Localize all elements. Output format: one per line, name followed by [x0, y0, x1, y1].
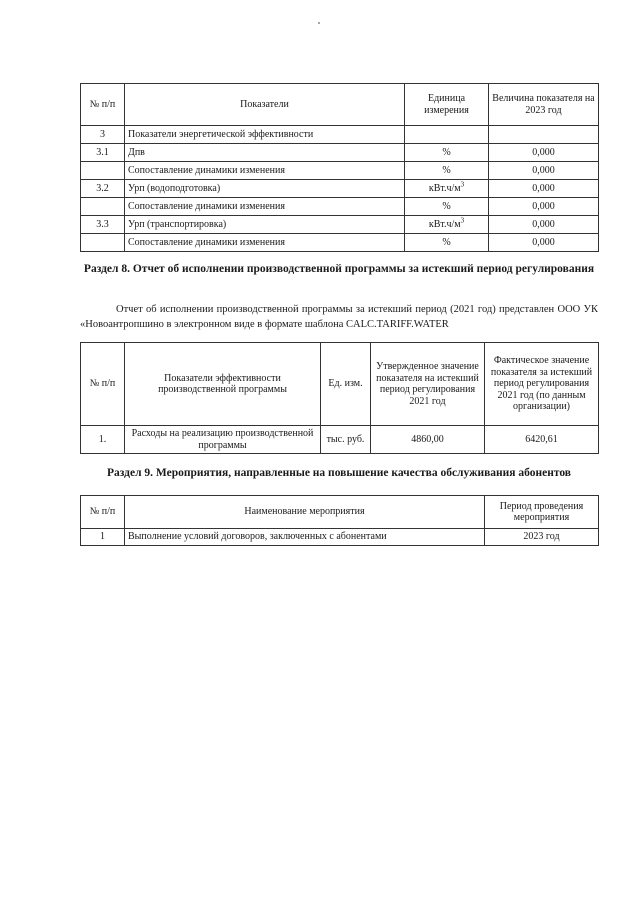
- row-approved: 4860,00: [371, 426, 485, 454]
- table-row: [81, 144, 599, 162]
- row-indicator: Расходы на реализацию производственной программы: [125, 426, 321, 454]
- row-unit: %: [405, 234, 489, 252]
- row-num: [81, 198, 125, 216]
- header-indicator: Показатели: [125, 84, 405, 126]
- row-value: 0,000: [489, 162, 599, 180]
- header-period: Период проведения мероприятия: [485, 496, 599, 529]
- table-row: [81, 126, 599, 144]
- row-num: 3.2: [81, 180, 125, 198]
- service-measures-table: [80, 495, 599, 546]
- row-num: 3: [81, 126, 125, 144]
- table-row: [81, 426, 599, 454]
- row-unit: $кВт.ч/м^3$: [405, 216, 489, 234]
- row-value: 0,000: [489, 144, 599, 162]
- row-value: 0,000: [489, 180, 599, 198]
- row-num: 3.1: [81, 144, 125, 162]
- row-num: [81, 234, 125, 252]
- row-unit: $кВт.ч/м^3$: [405, 180, 489, 198]
- row-unit: тыс. руб.: [321, 426, 371, 454]
- header-unit: Ед. изм.: [321, 343, 371, 426]
- table-row: [81, 198, 599, 216]
- row-unit: %: [405, 144, 489, 162]
- header-num: № п/п: [81, 343, 125, 426]
- row-indicator: Урп (водоподготовка): [125, 180, 405, 198]
- row-indicator: Сопоставление динамики изменения: [125, 198, 405, 216]
- row-indicator: Сопоставление динамики изменения: [125, 162, 405, 180]
- row-num: 3.3: [81, 216, 125, 234]
- row-unit: %: [405, 162, 489, 180]
- row-unit: [405, 126, 489, 144]
- header-num: № п/п: [81, 496, 125, 529]
- header-indicators: Показатели эффективности производственной программы: [125, 343, 321, 426]
- section8-title: Раздел 8. Отчет об исполнении производственной программы за истекший период регулирования: [83, 263, 595, 275]
- row-indicator: Урп (транспортировка): [125, 216, 405, 234]
- table-header-row: [81, 84, 599, 126]
- table-row: [81, 216, 599, 234]
- header-num: № п/п: [81, 84, 125, 126]
- table-row: [81, 180, 599, 198]
- row-unit: %: [405, 198, 489, 216]
- header-value: Величина показателя на 2023 год: [489, 84, 599, 126]
- section9-title: Раздел 9. Мероприятия, направленные на повышение качества обслуживания абонентов: [106, 467, 571, 479]
- production-program-table: [80, 342, 599, 454]
- table-header-row: [81, 343, 599, 426]
- header-actual: Фактическое значение показателя за истекший период регулирования 2021 год (по данным организации): [485, 343, 599, 426]
- row-value: 0,000: [489, 234, 599, 252]
- row-value: [489, 126, 599, 144]
- row-num: [81, 162, 125, 180]
- row-actual: 6420,61: [485, 426, 599, 454]
- table-row: [81, 529, 599, 546]
- row-name: Выполнение условий договоров, заключенных с абонентами: [125, 529, 485, 546]
- energy-efficiency-table: [80, 83, 599, 252]
- header-unit: Единица измерения: [405, 84, 489, 126]
- row-indicator: Дпв: [125, 144, 405, 162]
- row-indicator: Сопоставление динамики изменения: [125, 234, 405, 252]
- section8-paragraph: Отчет об исполнении производственной программы за истекший период (2021 год) представлен ООО УК «Новоантропшино в электронном виде в формате шаблона CALC.TARIFF.WATER: [80, 304, 598, 331]
- row-indicator: Показатели энергетической эффективности: [125, 126, 405, 144]
- header-approved: Утвержденное значение показателя на истекший период регулирования 2021 год: [371, 343, 485, 426]
- page-mark: [318, 22, 320, 24]
- row-period: 2023 год: [485, 529, 599, 546]
- row-value: 0,000: [489, 216, 599, 234]
- table-row: [81, 162, 599, 180]
- row-num: 1.: [81, 426, 125, 454]
- row-num: 1: [81, 529, 125, 546]
- header-name: Наименование мероприятия: [125, 496, 485, 529]
- row-value: 0,000: [489, 198, 599, 216]
- table-row: [81, 234, 599, 252]
- table-header-row: [81, 496, 599, 529]
